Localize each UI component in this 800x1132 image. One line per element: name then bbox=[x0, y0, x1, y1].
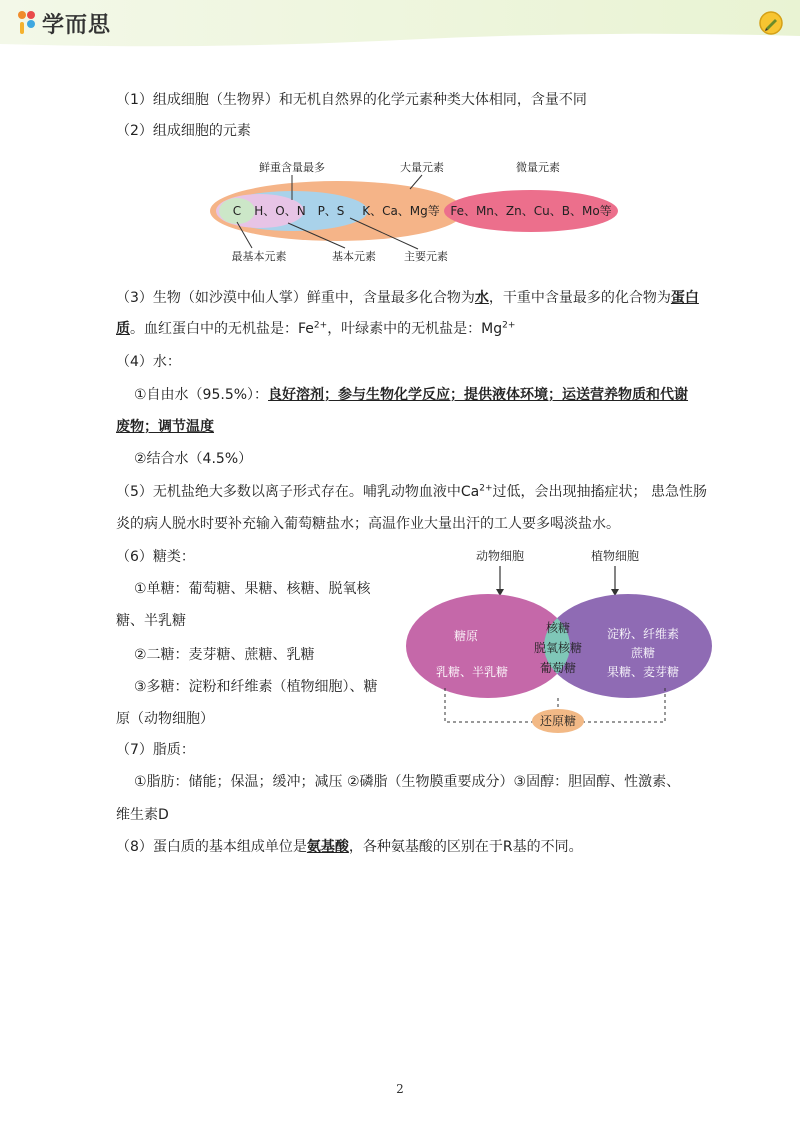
elements-diagram bbox=[200, 156, 630, 268]
line-4-text-2: ，叶绿素中的无机盐是：Mg bbox=[327, 321, 503, 337]
pencil-badge-icon bbox=[758, 10, 784, 36]
fructose-maltose: 果糖、麦芽糖 bbox=[606, 665, 680, 679]
label-fresh-most: 鲜重含量最多 bbox=[259, 161, 325, 174]
term-protein-part1: 蛋白 bbox=[670, 290, 699, 306]
brand-mark-icon bbox=[16, 10, 38, 36]
line-9-text: （5）无机盐绝大多数以离子形式存在。哺乳动物血液中Ca bbox=[116, 484, 480, 500]
free-water-label: ①自由水（95.5%）： bbox=[134, 387, 269, 403]
line-16: 原（动物细胞） bbox=[116, 711, 214, 727]
element-ps: P、S bbox=[317, 204, 345, 218]
ca-charge: 2+ bbox=[479, 483, 493, 494]
line-3 bbox=[116, 288, 699, 308]
line-3-text-2: ，干重中含量最多的化合物为 bbox=[488, 290, 671, 306]
line-11: （6）糖类： bbox=[116, 549, 195, 565]
glucose: 葡萄糖 bbox=[539, 661, 577, 675]
line-15: ③多糖：淀粉和纤维素（植物细胞）、糖 bbox=[134, 679, 378, 695]
line-2: （2）组成细胞的元素 bbox=[116, 123, 251, 139]
element-c: C bbox=[232, 204, 242, 218]
line-3-text: （3）生物（如沙漠中仙人掌）鲜重中，含量最多化合物为 bbox=[116, 290, 475, 306]
label-main: 主要元素 bbox=[404, 250, 448, 263]
free-water-functions: 良好溶剂；参与生物化学反应；提供液体环境；运送营养物质和代谢 bbox=[268, 387, 689, 403]
starch-cellulose: 淀粉、纤维素 bbox=[606, 627, 680, 641]
label-major-elements: 大量元素 bbox=[400, 161, 444, 174]
fe-charge: 2+ bbox=[313, 320, 328, 331]
term-water: 水 bbox=[474, 290, 489, 306]
line-10: 炎的病人脱水时要补充输入葡萄糖盐水；高温作业大量出汗的工人要多喝淡盐水。 bbox=[116, 516, 620, 532]
label-most-basic: 最基本元素 bbox=[231, 250, 287, 263]
line-20-text: （8）蛋白质的基本组成单位是 bbox=[116, 839, 307, 855]
line-8: ②结合水（4.5%） bbox=[134, 451, 253, 467]
line-19: 维生素D bbox=[116, 807, 169, 823]
sucrose: 蔗糖 bbox=[630, 646, 656, 660]
brand-name: 学而思 bbox=[42, 12, 112, 38]
label-plant-cell: 植物细胞 bbox=[590, 549, 640, 563]
free-water-functions-2: 废物；调节温度 bbox=[116, 419, 214, 435]
page-header bbox=[0, 0, 800, 48]
header-background bbox=[0, 0, 800, 48]
trace-element-list: Fe、Mn、Zn、Cu、B、Mo等 bbox=[450, 204, 612, 218]
line-5: （4）水： bbox=[116, 354, 181, 370]
mg-charge: 2+ bbox=[502, 320, 516, 331]
brand-logo bbox=[16, 8, 111, 38]
glycogen: 糖原 bbox=[453, 629, 479, 643]
line-9 bbox=[116, 482, 707, 502]
label-animal-cell: 动物细胞 bbox=[475, 549, 525, 563]
lactose-galactose: 乳糖、半乳糖 bbox=[435, 665, 509, 679]
line-20 bbox=[116, 837, 583, 857]
line-7 bbox=[116, 417, 214, 437]
line-6 bbox=[134, 385, 688, 405]
label-basic: 基本元素 bbox=[332, 250, 376, 263]
line-4-text: 。血红蛋白中的无机盐是：Fe bbox=[130, 321, 314, 337]
line-18: ①脂肪：储能；保温；缓冲；减压 ②磷脂（生物膜重要成分）③固醇：胆固醇、性激素、 bbox=[134, 774, 681, 790]
line-17: （7）脂质： bbox=[116, 742, 195, 758]
label-trace-elements: 微量元素 bbox=[516, 161, 560, 174]
reducing-sugar: 还原糖 bbox=[539, 714, 577, 728]
line-1: （1）组成细胞（生物界）和无机自然界的化学元素种类大体相同，含量不同 bbox=[116, 92, 587, 108]
line-12: ①单糖：葡萄糖、果糖、核糖、脱氧核 bbox=[134, 581, 371, 597]
line-9-text-2: 过低，会出现抽搐症状； 患急性肠 bbox=[492, 484, 707, 500]
term-protein-part2: 质 bbox=[116, 321, 130, 337]
ribose: 核糖 bbox=[545, 621, 571, 635]
line-13: 糖、半乳糖 bbox=[116, 613, 186, 629]
line-4 bbox=[116, 319, 515, 339]
page-number: 2 bbox=[396, 1082, 404, 1096]
deoxyribose: 脱氧核糖 bbox=[533, 641, 583, 655]
element-hon: H、O、N bbox=[254, 204, 306, 218]
element-kcamg: K、Ca、Mg等 bbox=[362, 204, 440, 218]
line-20-text-2: ，各种氨基酸的区别在于R基的不同。 bbox=[348, 839, 583, 855]
term-amino-acid: 氨基酸 bbox=[306, 839, 349, 855]
line-14: ②二糖：麦芽糖、蔗糖、乳糖 bbox=[134, 647, 315, 663]
sugar-venn-diagram bbox=[400, 540, 720, 740]
pointer-major-elements bbox=[410, 175, 422, 189]
